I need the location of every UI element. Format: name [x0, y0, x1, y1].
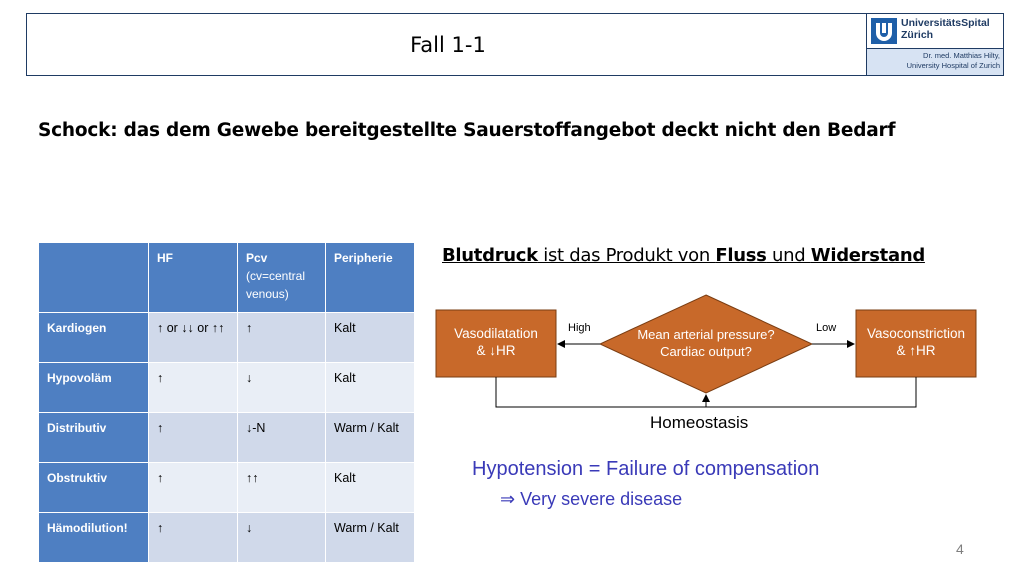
table-row — [39, 513, 415, 563]
blutdruck-text2: und — [766, 245, 811, 266]
table-cell: ↑ — [149, 413, 238, 463]
table-cell: ↓ — [238, 363, 326, 413]
fluss-word: Fluss — [715, 245, 767, 266]
slide-title: Fall 1-1 — [410, 32, 486, 57]
blutdruck-heading — [442, 245, 925, 266]
row-header: Distributiv — [39, 413, 149, 463]
widerstand-word: Widerstand — [810, 245, 925, 266]
table-cell: ↑↑ — [238, 463, 326, 513]
logo-credit — [907, 51, 1000, 71]
blutdruck-text1: ist das Produkt von — [537, 245, 716, 266]
severe-disease-statement: ⇒ Very severe disease — [500, 489, 683, 509]
vasoconstriction-line2: & ↑HR — [896, 343, 936, 358]
table-header-hf — [149, 243, 238, 313]
header-sub: (cv=central venous) — [246, 269, 306, 301]
table-cell: ↑ or ↓↓ or ↑↑ — [149, 313, 238, 363]
credit-line2: University Hospital of Zurich — [906, 61, 1000, 70]
table-header-pcv — [238, 243, 326, 313]
table-cell: ↑ — [149, 363, 238, 413]
table-cell: Kalt — [326, 463, 415, 513]
diamond-label — [606, 326, 806, 360]
shock-table — [38, 242, 415, 563]
page-number: 4 — [956, 541, 964, 557]
table-header-empty — [39, 243, 149, 313]
diamond-line1: Mean arterial pressure? — [637, 327, 775, 342]
homeostasis-diagram — [430, 290, 990, 440]
table-row — [39, 413, 415, 463]
institution-logo — [866, 13, 1004, 76]
table-cell: Warm / Kalt — [326, 413, 415, 463]
university-logo-icon — [871, 18, 897, 44]
table-row — [39, 313, 415, 363]
row-header: Hypovoläm — [39, 363, 149, 413]
table-cell: ↑ — [149, 513, 238, 563]
table-cell: ↑ — [149, 463, 238, 513]
logo-name-line2: Zürich — [901, 29, 934, 41]
slide-subtitle: Schock: das dem Gewebe bereitgestellte Sauerstoffangebot deckt nicht den Bedarf — [38, 120, 896, 141]
table-row — [39, 463, 415, 513]
table-header-peripherie — [326, 243, 415, 313]
row-header: Hämodilution! — [39, 513, 149, 563]
blutdruck-word: Blutdruck — [442, 245, 538, 266]
diamond-line2: Cardiac output? — [660, 344, 752, 359]
table-cell: ↑ — [238, 313, 326, 363]
row-header: Kardiogen — [39, 313, 149, 363]
header-label: Pcv — [246, 251, 268, 265]
vasodilatation-line1: Vasodilatation — [454, 326, 538, 341]
vasodilatation-line2: & ↓HR — [476, 343, 516, 358]
table-row — [39, 363, 415, 413]
vasoconstriction-label — [856, 325, 976, 359]
row-header: Obstruktiv — [39, 463, 149, 513]
header-label: HF — [157, 251, 173, 265]
high-label: High — [568, 322, 591, 334]
vasoconstriction-line1: Vasoconstriction — [866, 326, 966, 341]
logo-name-line1: UniversitätsSpital — [901, 17, 990, 29]
homeostasis-label: Homeostasis — [650, 413, 749, 432]
table-cell: Kalt — [326, 363, 415, 413]
header-label: Peripherie — [334, 251, 393, 265]
table-cell: ↓-N — [238, 413, 326, 463]
hypotension-statement: Hypotension = Failure of compensation — [472, 458, 820, 480]
table-header-row — [39, 243, 415, 313]
low-label: Low — [816, 322, 837, 334]
vasodilatation-label — [436, 325, 556, 359]
table-cell: Warm / Kalt — [326, 513, 415, 563]
logo-name — [901, 17, 990, 41]
logo-top-panel — [867, 14, 1003, 48]
table-cell: ↓ — [238, 513, 326, 563]
table-cell: Kalt — [326, 313, 415, 363]
credit-line1: Dr. med. Matthias Hilty, — [923, 51, 1000, 60]
